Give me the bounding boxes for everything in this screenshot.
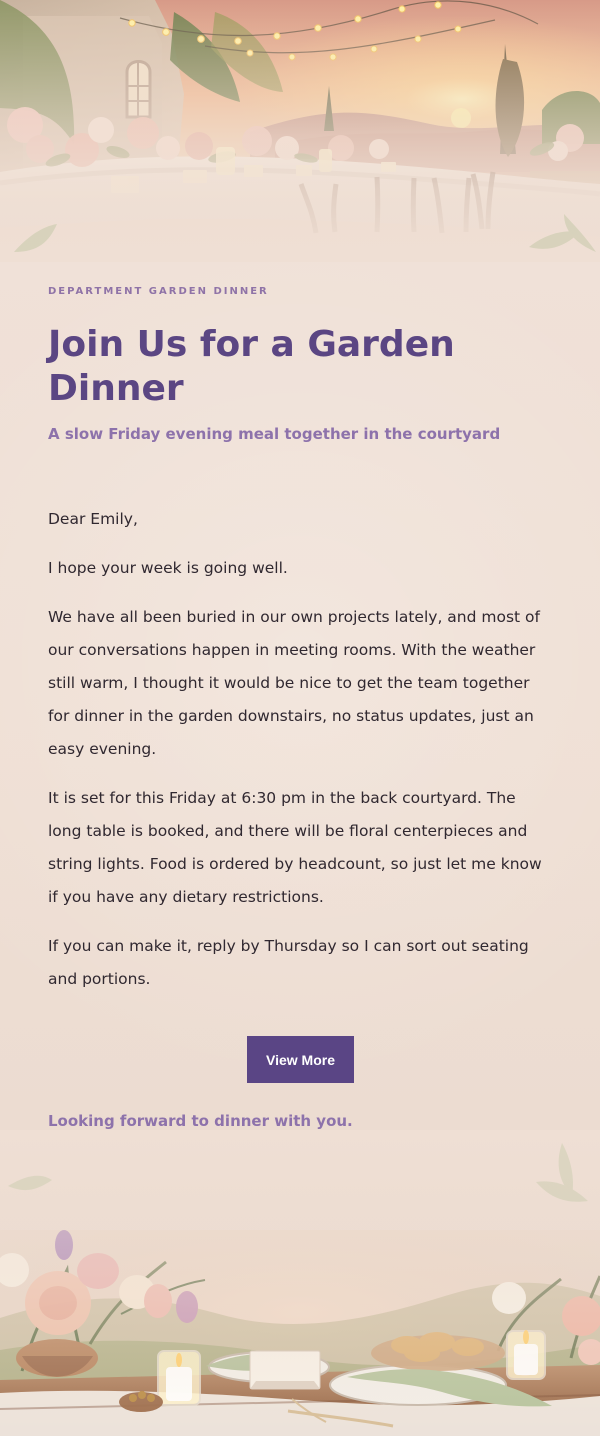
email-content <box>48 284 554 1179</box>
event-eyebrow: DEPARTMENT GARDEN DINNER <box>48 286 269 297</box>
view-more-button[interactable]: View More <box>247 1036 354 1083</box>
message-paragraph-2: We have all been buried in our own projects lately, and most of our conversations happen in meeting rooms. With the weather still warm, I thought it would be nice to get the team together for dinner in the garden downstairs, no status updates, just an easy evening. <box>48 608 540 758</box>
page-title: Join Us for a Garden Dinner <box>48 324 455 409</box>
message-paragraph-1: I hope your week is going well. <box>48 559 288 577</box>
message-paragraph-3: It is set for this Friday at 6:30 pm in the back courtyard. The long table is booked, and there will be floral centerpieces and string lights. Food is ordered by headcount, so just let me know if you have any dietary restrictions. <box>48 789 542 906</box>
cta-container <box>48 1036 554 1083</box>
message-paragraph-4: If you can make it, reply by Thursday so I can sort out seating and portions. <box>48 937 529 988</box>
greeting-line: Dear Emily, <box>48 510 138 528</box>
event-subtitle: A slow Friday evening meal together in the courtyard <box>48 425 501 443</box>
closing-line: Looking forward to dinner with you. <box>48 1112 353 1130</box>
garden-dinner-header-image <box>0 0 600 262</box>
email-message <box>48 503 554 996</box>
floral-table-footer-image <box>0 1130 600 1436</box>
